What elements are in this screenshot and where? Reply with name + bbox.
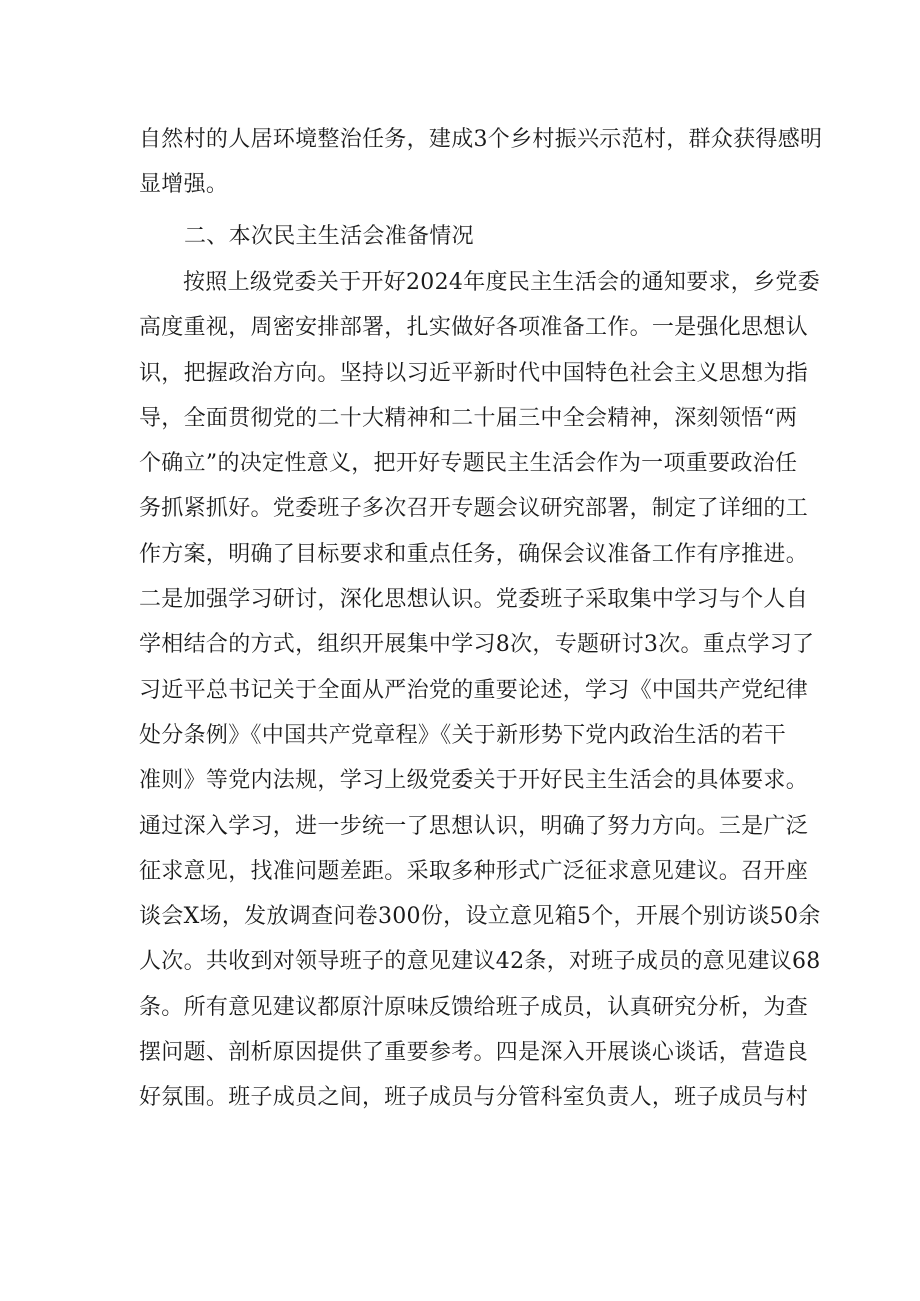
paragraph-line: 导，全面贯彻党的二十大精神和二十届三中全会精神，深刻领悟“两 <box>139 405 798 431</box>
paragraph-line: 显增强。 <box>139 172 229 198</box>
paragraph-line: 习近平总书记关于全面从严治党的重要论述，学习《中国共产党纪律 <box>139 677 809 703</box>
paragraph-line: 个确立”的决定性意义，把开好专题民主生活会作为一项重要政治任 <box>139 451 798 477</box>
paragraph-line: 好氛围。班子成员之间，班子成员与分管科室负责人，班子成员与村 <box>139 1085 809 1111</box>
paragraph-line: 条。所有意见建议都原汁原味反馈给班子成员，认真研究分析，为查 <box>139 994 809 1020</box>
paragraph-line: 学相结合的方式，组织开展集中学习8次，专题研讨3次。重点学习了 <box>139 632 815 658</box>
intro-paragraph <box>139 117 823 208</box>
paragraph-line: 准则》等党内法规，学习上级党委关于开好民主生活会的具体要求。 <box>139 768 809 794</box>
paragraph-line: 人次。共收到对领导班子的意见建议42条，对班子成员的意见建议68 <box>139 949 821 975</box>
paragraph-line: 自然村的人居环境整治任务，建成3个乡村振兴示范村，群众获得感明 <box>139 127 823 152</box>
body-paragraph <box>139 260 821 1121</box>
paragraph-line: 征求意见，找准问题差距。采取多种形式广泛征求意见建议。召开座 <box>139 858 809 884</box>
paragraph-line: 务抓紧抓好。党委班子多次召开专题会议研究部署，制定了详细的工 <box>139 496 809 522</box>
paragraph-line: 作方案，明确了目标要求和重点任务，确保会议准备工作有序推进。 <box>139 541 809 567</box>
paragraph-line: 二是加强学习研讨，深化思想认识。党委班子采取集中学习与个人自 <box>139 587 809 613</box>
paragraph-line: 高度重视，周密安排部署，扎实做好各项准备工作。一是强化思想认 <box>139 315 809 341</box>
paragraph-line: 按照上级党委关于开好2024年度民主生活会的通知要求，乡党委 <box>183 270 820 295</box>
paragraph-line: 谈会X场，发放调查问卷300份，设立意见箱5个，开展个别访谈50余 <box>139 904 821 930</box>
paragraph-line: 摆问题、剖析原因提供了重要参考。四是深入开展谈心谈话，营造良 <box>139 1040 809 1066</box>
paragraph-line: 通过深入学习，进一步统一了思想认识，明确了努力方向。三是广泛 <box>139 813 809 839</box>
section-heading: 二、本次民主生活会准备情况 <box>184 224 474 249</box>
paragraph-line: 识，把握政治方向。坚持以习近平新时代中国特色社会主义思想为指 <box>139 360 809 386</box>
paragraph-line: 处分条例》《中国共产党章程》《关于新形势下党内政治生活的若干 <box>139 722 787 748</box>
